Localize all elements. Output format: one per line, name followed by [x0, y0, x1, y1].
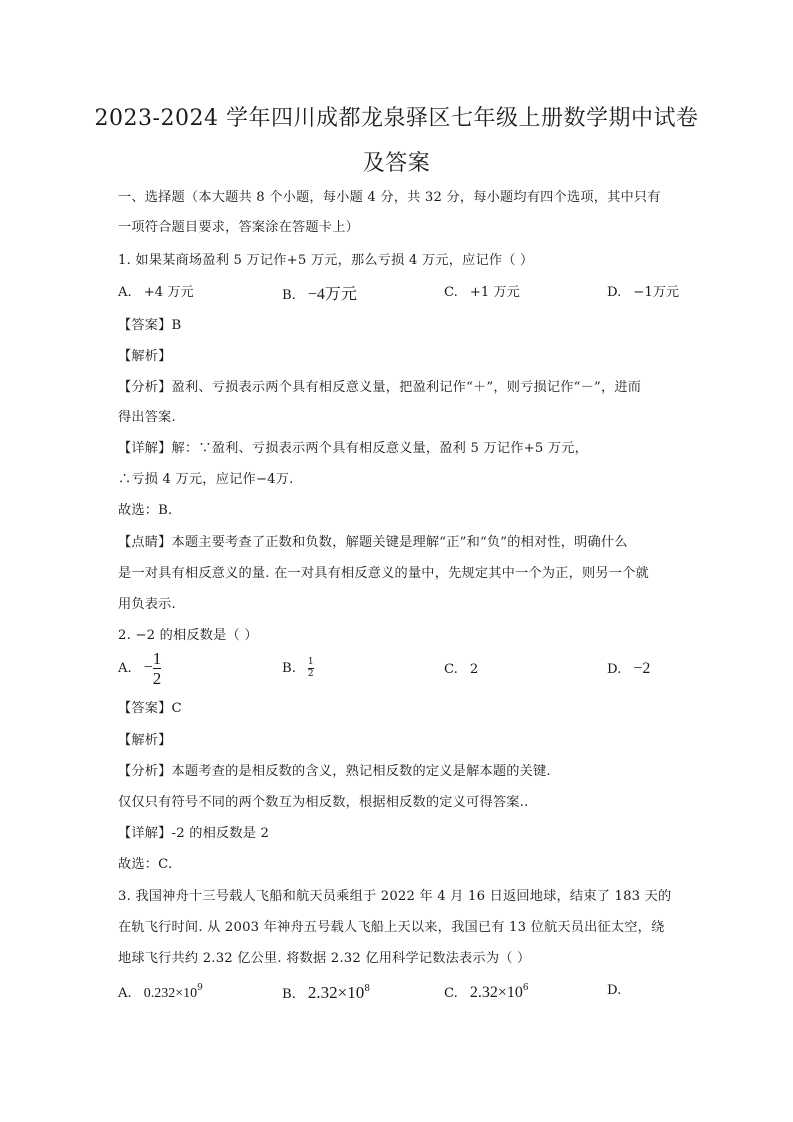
- section-heading: 一、选择题（本大题共 8 个小题，每小题 4 分，共 32 分，每小题均有四个选项，其中只有: [118, 190, 661, 205]
- q2-option-c: [444, 662, 478, 677]
- q2-answer: 【答案】C: [118, 701, 182, 716]
- q3-options: [118, 983, 678, 1023]
- option-text: −2: [633, 660, 651, 677]
- q3-option-b: [282, 983, 370, 1003]
- q1-comment: 【点睛】本题主要考查了正数和负数，解题关键是理解“正”和“负”的相对性，明确什么: [118, 535, 628, 550]
- option-exponent: 9: [197, 983, 203, 993]
- option-exponent: 6: [522, 983, 529, 993]
- option-label: C.: [444, 662, 458, 677]
- q1-option-c: [444, 281, 520, 300]
- option-text: −4万元: [307, 286, 357, 303]
- q1-jiexi-heading: 【解析】: [118, 349, 172, 364]
- q1-analysis-continued: 得出答案.: [118, 410, 176, 425]
- q1-detail-continued: ∴亏损 4 万元，应记作−4万.: [118, 472, 294, 487]
- fraction: [153, 650, 162, 687]
- option-label: D.: [607, 983, 622, 998]
- q2-stem: 2. −2 的相反数是（ ）: [118, 628, 258, 643]
- q2-analysis-continued: 仅仅只有符号不同的两个数互为相反数，根据相反数的定义可得答案..: [118, 795, 529, 810]
- option-label: A.: [118, 661, 132, 676]
- option-base: 2.32×10: [307, 983, 365, 1002]
- q1-options: [118, 281, 678, 321]
- option-label: A.: [118, 986, 132, 1001]
- q2-options: [118, 650, 678, 690]
- q3-option-c: [444, 983, 529, 1002]
- option-text: −1万元: [633, 285, 680, 300]
- q3-option-a: [118, 983, 203, 1002]
- option-exponent: 8: [364, 984, 370, 994]
- document-title-continued: 及答案: [362, 151, 431, 176]
- option-label: D.: [607, 662, 622, 677]
- denominator: 2: [307, 669, 314, 679]
- q1-option-b: [282, 281, 357, 304]
- option-label: B.: [282, 987, 296, 1002]
- q2-option-d: [607, 660, 650, 678]
- q2-analysis: 【分析】本题考查的是相反数的含义，熟记相反数的定义是解本题的关键.: [118, 764, 551, 779]
- section-heading-continued: 一项符合题目要求，答案涂在答题卡上）: [118, 220, 359, 235]
- option-label: A.: [118, 285, 132, 300]
- numerator: 1: [307, 657, 314, 667]
- q3-stem-continued: 在轨飞行时间. 从 2003 年神舟五号载人飞船上天以来，我国已有 13 位航天员出征太空，绕: [118, 920, 665, 935]
- q2-option-a: [118, 650, 161, 687]
- denominator: 2: [152, 669, 162, 688]
- q1-choice: 故选：B.: [118, 503, 173, 518]
- option-text: +1 万元: [469, 285, 520, 300]
- option-base: 0.232×10: [143, 986, 198, 1001]
- q1-comment-continued: 是一对具有相反意义的量. 在一对具有相反意义的量中，先规定其中一个为正，则另一个就: [118, 566, 649, 581]
- q2-option-b: [282, 658, 314, 679]
- q1-detail: 【详解】解：∵盈利、亏损表示两个具有相反意义量，盈利 5 万记作+5 万元，: [118, 441, 589, 456]
- option-base: 2.32×10: [469, 984, 523, 1001]
- option-text: 2: [469, 662, 479, 677]
- q1-comment-end: 用负表示.: [118, 597, 176, 612]
- q1-option-d: [607, 281, 679, 300]
- q2-jiexi-heading: 【解析】: [118, 733, 172, 748]
- q1-option-a: [118, 281, 194, 300]
- minus-sign: −: [143, 659, 153, 676]
- option-label: D.: [607, 285, 622, 300]
- fraction: [308, 658, 314, 679]
- q1-stem: 1. 如果某商场盈利 5 万记作+5 万元，那么亏损 4 万元，应记作（ ）: [118, 253, 534, 268]
- option-label: B.: [282, 288, 296, 303]
- q1-answer: 【答案】B: [118, 318, 182, 333]
- option-text: +4 万元: [143, 285, 194, 300]
- option-label: C.: [444, 285, 458, 300]
- option-label: C.: [444, 986, 458, 1001]
- q2-detail: 【详解】-2 的相反数是 2: [118, 826, 270, 841]
- numerator: 1: [152, 649, 162, 668]
- q1-analysis: 【分析】盈利、亏损表示两个具有相反意义量，把盈利记作“＋”，则亏损记作“－”，进而: [118, 380, 642, 395]
- q3-option-d: [607, 983, 633, 998]
- q3-stem: 3. 我国神舟十三号载人飞船和航天员乘组于 2022 年 4 月 16 日返回地球，结束了 183 天的: [118, 889, 672, 904]
- option-label: B.: [282, 661, 296, 676]
- q2-choice: 故选：C.: [118, 857, 173, 872]
- q3-stem-end: 地球飞行共约 2.32 亿公里. 将数据 2.32 亿用科学记数法表示为（ ）: [118, 951, 531, 966]
- document-title: 2023-2024 学年四川成都龙泉驿区七年级上册数学期中试卷: [94, 106, 699, 131]
